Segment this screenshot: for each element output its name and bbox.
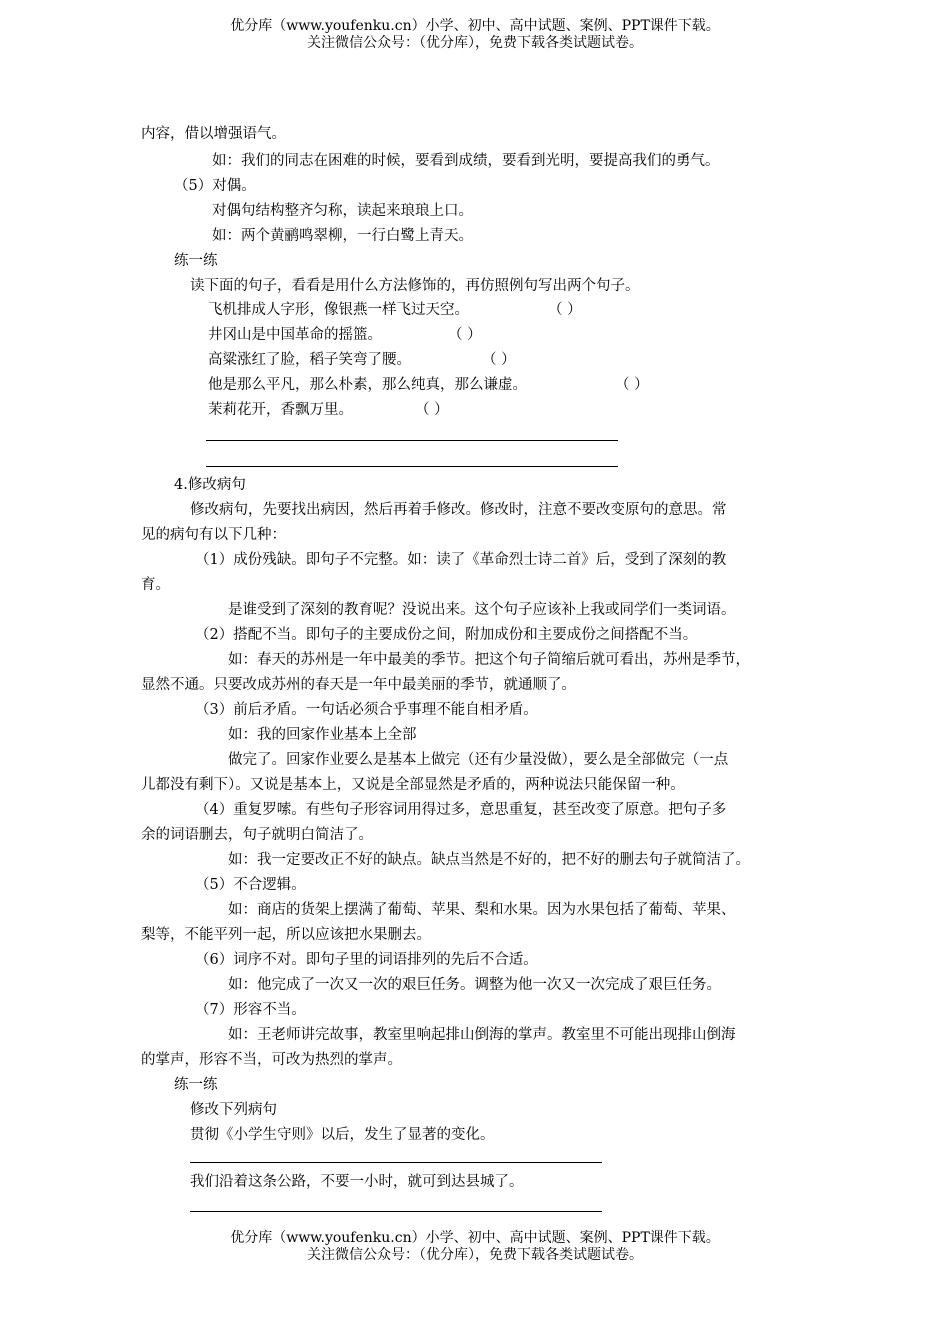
section-heading: 练一练 <box>174 253 218 269</box>
answer-parentheses: （ ） <box>482 352 516 368</box>
text-line: 显然不通。只要改成苏州的春天是一年中最美丽的季节，就通顺了。 <box>141 677 576 693</box>
text-line: 余的词语删去，句子就明白简洁了。 <box>141 827 373 843</box>
footer-line-1: 优分库（www.youfenku.cn）小学、初中、高中试题、案例、PPT课件下载。 <box>230 1230 720 1246</box>
answer-parentheses: （ ） <box>615 377 649 393</box>
exercise-sentence: 茉莉花开，香飘万里。 <box>208 402 353 418</box>
text-line: 做完了。回家作业要么是基本上做完（还有少量没做），要么是全部做完（一点 <box>228 752 729 768</box>
text-line: 读下面的句子，看看是用什么方法修饰的，再仿照例句写出两个句子。 <box>190 278 640 294</box>
text-line: 见的病句有以下几种： <box>141 527 286 543</box>
answer-line[interactable] <box>190 1211 602 1212</box>
answer-parentheses: （ ） <box>415 402 449 418</box>
header-line-1: 优分库（www.youfenku.cn）小学、初中、高中试题、案例、PPT课件下载。 <box>230 18 720 34</box>
text-line: （1）成份残缺。即句子不完整。如：读了《革命烈士诗二首》后，受到了深刻的教 <box>195 552 727 568</box>
text-line: 如：他完成了一次又一次的艰巨任务。调整为他一次又一次完成了艰巨任务。 <box>228 977 721 993</box>
header-line-2: 关注微信公众号：（优分库），免费下载各类试题试卷。 <box>307 35 643 51</box>
text-line: 如：王老师讲完故事，教室里响起排山倒海的掌声。教室里不可能出现排山倒海 <box>228 1027 736 1043</box>
text-line: （3）前后矛盾。一句话必须合乎事理不能自相矛盾。 <box>195 702 538 718</box>
text-line: 如：我一定要改正不好的缺点。缺点当然是不好的，把不好的删去句子就简洁了。 <box>228 852 750 868</box>
exercise-sentence: 高粱涨红了脸，稻子笑弯了腰。 <box>208 352 411 368</box>
text-line: （5）不合逻辑。 <box>195 877 306 893</box>
text-line: （6）词序不对。即句子里的词语排列的先后不合适。 <box>195 952 538 968</box>
footer-line-2: 关注微信公众号：（优分库），免费下载各类试题试卷。 <box>307 1247 643 1263</box>
text-line: 如：两个黄鹂鸣翠柳，一行白鹭上青天。 <box>212 228 473 244</box>
text-line: 如：商店的货架上摆满了葡萄、苹果、梨和水果。因为水果包括了葡萄、苹果、 <box>228 902 736 918</box>
exercise-sentence: 飞机排成人字形，像银燕一样飞过天空。 <box>208 302 469 318</box>
text-line: 如：我的回家作业基本上全部 <box>228 727 417 743</box>
text-line: 是谁受到了深刻的教育呢？没说出来。这个句子应该补上我或同学们一类词语。 <box>228 602 736 618</box>
answer-parentheses: （ ） <box>548 302 582 318</box>
text-line: 修改病句，先要找出病因，然后再着手修改。修改时，注意不要改变原句的意思。常 <box>190 502 727 518</box>
text-line: （7）形容不当。 <box>195 1002 306 1018</box>
text-line: 修改下列病句 <box>190 1102 277 1118</box>
text-line: 梨等，不能平列一起，所以应该把水果删去。 <box>141 927 431 943</box>
text-line: （2）搭配不当。即句子的主要成份之间，附加成份和主要成份之间搭配不当。 <box>195 627 698 643</box>
text-line: 儿都没有剩下）。又说是基本上，又说是全部显然是矛盾的，两种说法只能保留一种。 <box>141 777 685 793</box>
answer-line[interactable] <box>206 466 618 467</box>
text-line: 如：春天的苏州是一年中最美的季节。把这个句子简缩后就可看出，苏州是季节， <box>228 652 750 668</box>
section-heading: 练一练 <box>174 1077 218 1093</box>
exercise-sentence: 我们沿着这条公路，不要一小时，就可到达县城了。 <box>190 1174 524 1190</box>
text-line: 内容，借以增强语气。 <box>141 126 286 142</box>
answer-parentheses: （ ） <box>448 327 482 343</box>
text-line: 的掌声，形容不当，可改为热烈的掌声。 <box>141 1052 402 1068</box>
exercise-sentence: 贯彻《小学生守则》以后，发生了显著的变化。 <box>190 1127 495 1143</box>
text-line: 育。 <box>141 577 170 593</box>
answer-line[interactable] <box>190 1162 602 1163</box>
answer-line[interactable] <box>206 440 618 441</box>
text-line: 对偶句结构整齐匀称，读起来琅琅上口。 <box>212 203 473 219</box>
text-line: （4）重复罗嗦。有些句子形容词用得过多，意思重复，甚至改变了原意。把句子多 <box>195 802 727 818</box>
exercise-sentence: 他是那么平凡，那么朴素，那么纯真，那么谦虚。 <box>208 377 527 393</box>
exercise-sentence: 井冈山是中国革命的摇篮。 <box>208 327 382 343</box>
text-line: 如：我们的同志在困难的时候，要看到成绩，要看到光明，要提高我们的勇气。 <box>212 153 720 169</box>
section-heading: 4.修改病句 <box>174 477 246 493</box>
text-line: （5）对偶。 <box>174 178 256 194</box>
